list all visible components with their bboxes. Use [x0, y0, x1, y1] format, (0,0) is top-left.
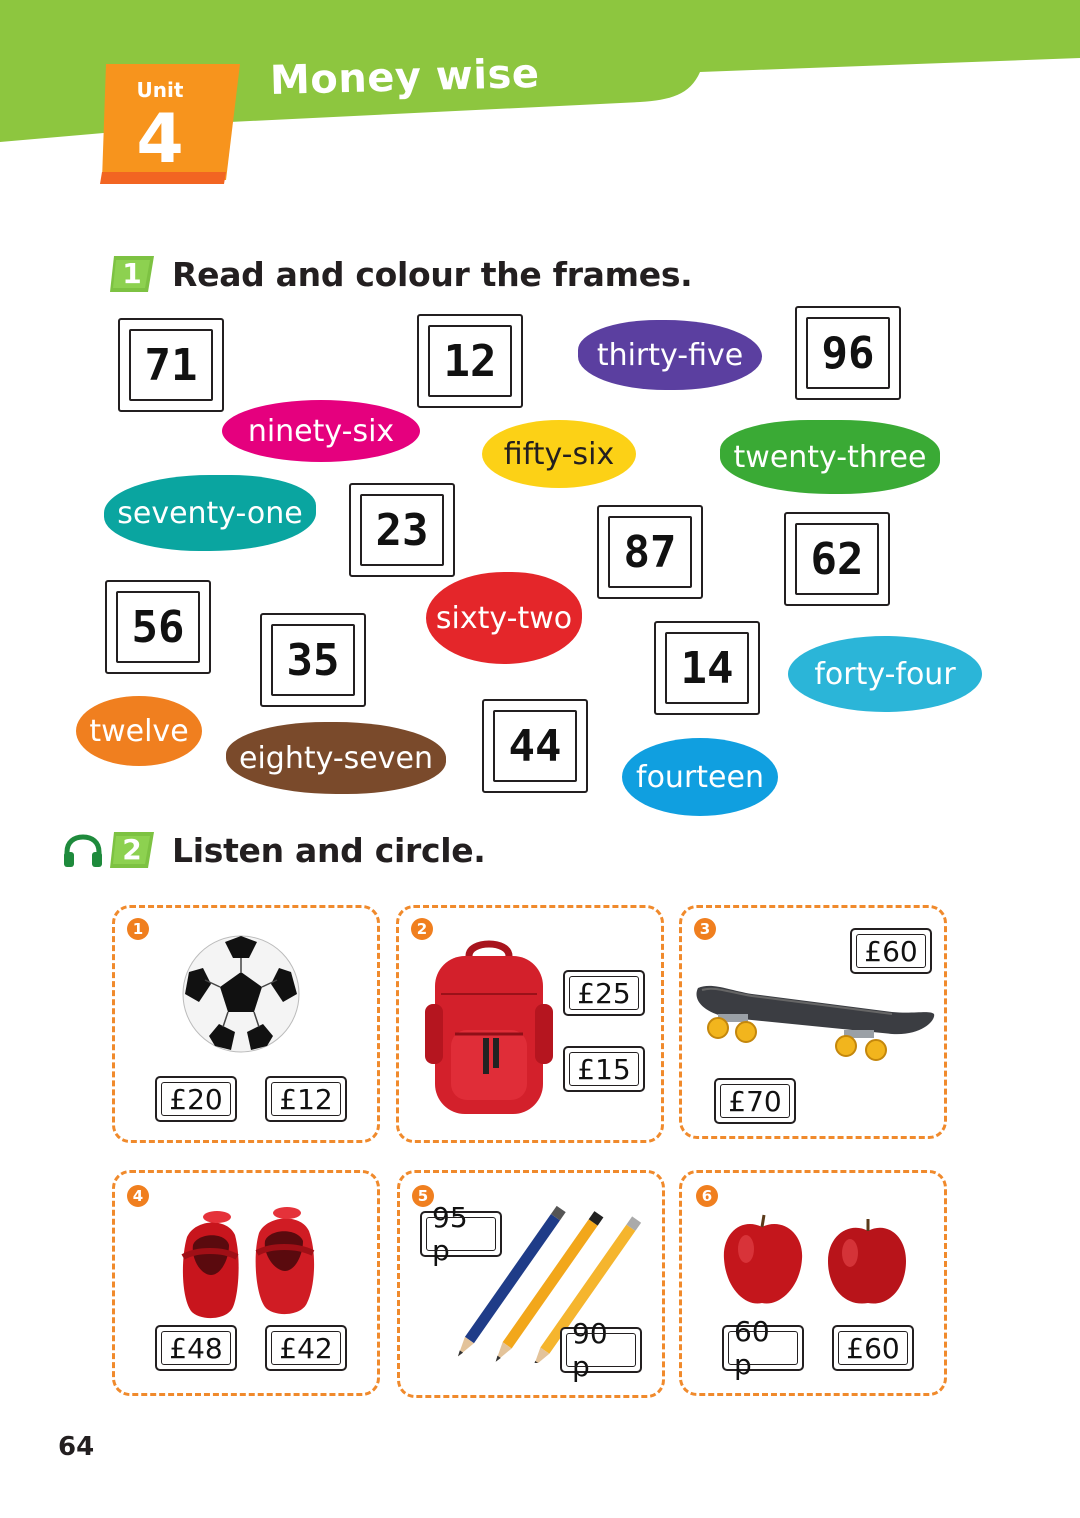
listen-item-card [679, 1170, 947, 1396]
exercise-1-heading [110, 254, 692, 294]
price-option[interactable]: £20 [155, 1076, 237, 1122]
number-frame[interactable] [260, 613, 366, 707]
word-blob: twenty-three [720, 420, 940, 494]
word-blob: seventy-one [104, 475, 316, 551]
page-number: 64 [58, 1432, 95, 1462]
word-blob: fourteen [622, 738, 778, 816]
frame-number: 23 [360, 494, 444, 566]
exercise-2-number-badge [110, 830, 156, 870]
price-option[interactable]: £60 [832, 1325, 914, 1371]
number-frame[interactable] [349, 483, 455, 577]
exercise-2-number: 2 [122, 833, 142, 866]
price-option[interactable]: £70 [714, 1078, 796, 1124]
frame-number: 12 [428, 325, 512, 397]
word-blob: forty-four [788, 636, 982, 712]
unit-label: Unit [136, 78, 184, 102]
football-icon [179, 932, 303, 1056]
word-blob: sixty-two [426, 572, 582, 664]
exercise-1-instruction: Read and colour the frames. [172, 254, 693, 294]
exercise-1-number-badge [110, 254, 156, 294]
item-number: 1 [127, 918, 149, 940]
number-frame[interactable] [597, 505, 703, 599]
unit-number: 4 [136, 100, 184, 179]
page-title: Money wise [269, 50, 541, 104]
price-option[interactable]: £15 [563, 1046, 645, 1092]
listen-item-card [679, 905, 947, 1139]
listen-item-card [397, 1170, 665, 1398]
number-frame[interactable] [654, 621, 760, 715]
listen-item-card [112, 905, 380, 1143]
price-option[interactable]: £12 [265, 1076, 347, 1122]
item-number: 4 [127, 1185, 149, 1207]
price-option[interactable]: 95 p [420, 1211, 502, 1257]
apples-icon [722, 1213, 908, 1309]
exercise-2-heading [110, 830, 486, 870]
frame-number: 87 [608, 516, 692, 588]
listen-item-card [396, 905, 664, 1143]
exercise-1-number: 1 [122, 257, 142, 290]
frame-number: 14 [665, 632, 749, 704]
backpack-icon [421, 934, 557, 1118]
number-frame[interactable] [784, 512, 890, 606]
word-blob: eighty-seven [226, 722, 446, 794]
exercise-2-instruction: Listen and circle. [172, 830, 486, 870]
item-number: 6 [696, 1185, 718, 1207]
frame-number: 44 [493, 710, 577, 782]
skateboard-icon [692, 980, 938, 1078]
frame-number: 96 [806, 317, 890, 389]
number-frame[interactable] [118, 318, 224, 412]
frame-number: 56 [116, 591, 200, 663]
word-blob: twelve [76, 696, 202, 766]
word-blob: ninety-six [222, 400, 420, 462]
item-number: 5 [412, 1185, 434, 1207]
frame-number: 62 [795, 523, 879, 595]
item-number: 2 [411, 918, 433, 940]
word-blob: thirty-five [578, 320, 762, 390]
price-option[interactable]: £25 [563, 970, 645, 1016]
price-option[interactable]: 60 p [722, 1325, 804, 1371]
price-option[interactable]: £42 [265, 1325, 347, 1371]
price-option[interactable]: £60 [850, 928, 932, 974]
price-option[interactable]: £48 [155, 1325, 237, 1371]
number-frame[interactable] [795, 306, 901, 400]
number-frame[interactable] [482, 699, 588, 793]
number-frame[interactable] [105, 580, 211, 674]
frame-number: 71 [129, 329, 213, 401]
frame-number: 35 [271, 624, 355, 696]
word-blob: fifty-six [482, 420, 636, 488]
number-frame[interactable] [417, 314, 523, 408]
listen-item-card [112, 1170, 380, 1396]
headphones-icon [63, 834, 103, 868]
price-option[interactable]: 90 p [560, 1327, 642, 1373]
shoes-icon [177, 1197, 321, 1321]
item-number: 3 [694, 918, 716, 940]
